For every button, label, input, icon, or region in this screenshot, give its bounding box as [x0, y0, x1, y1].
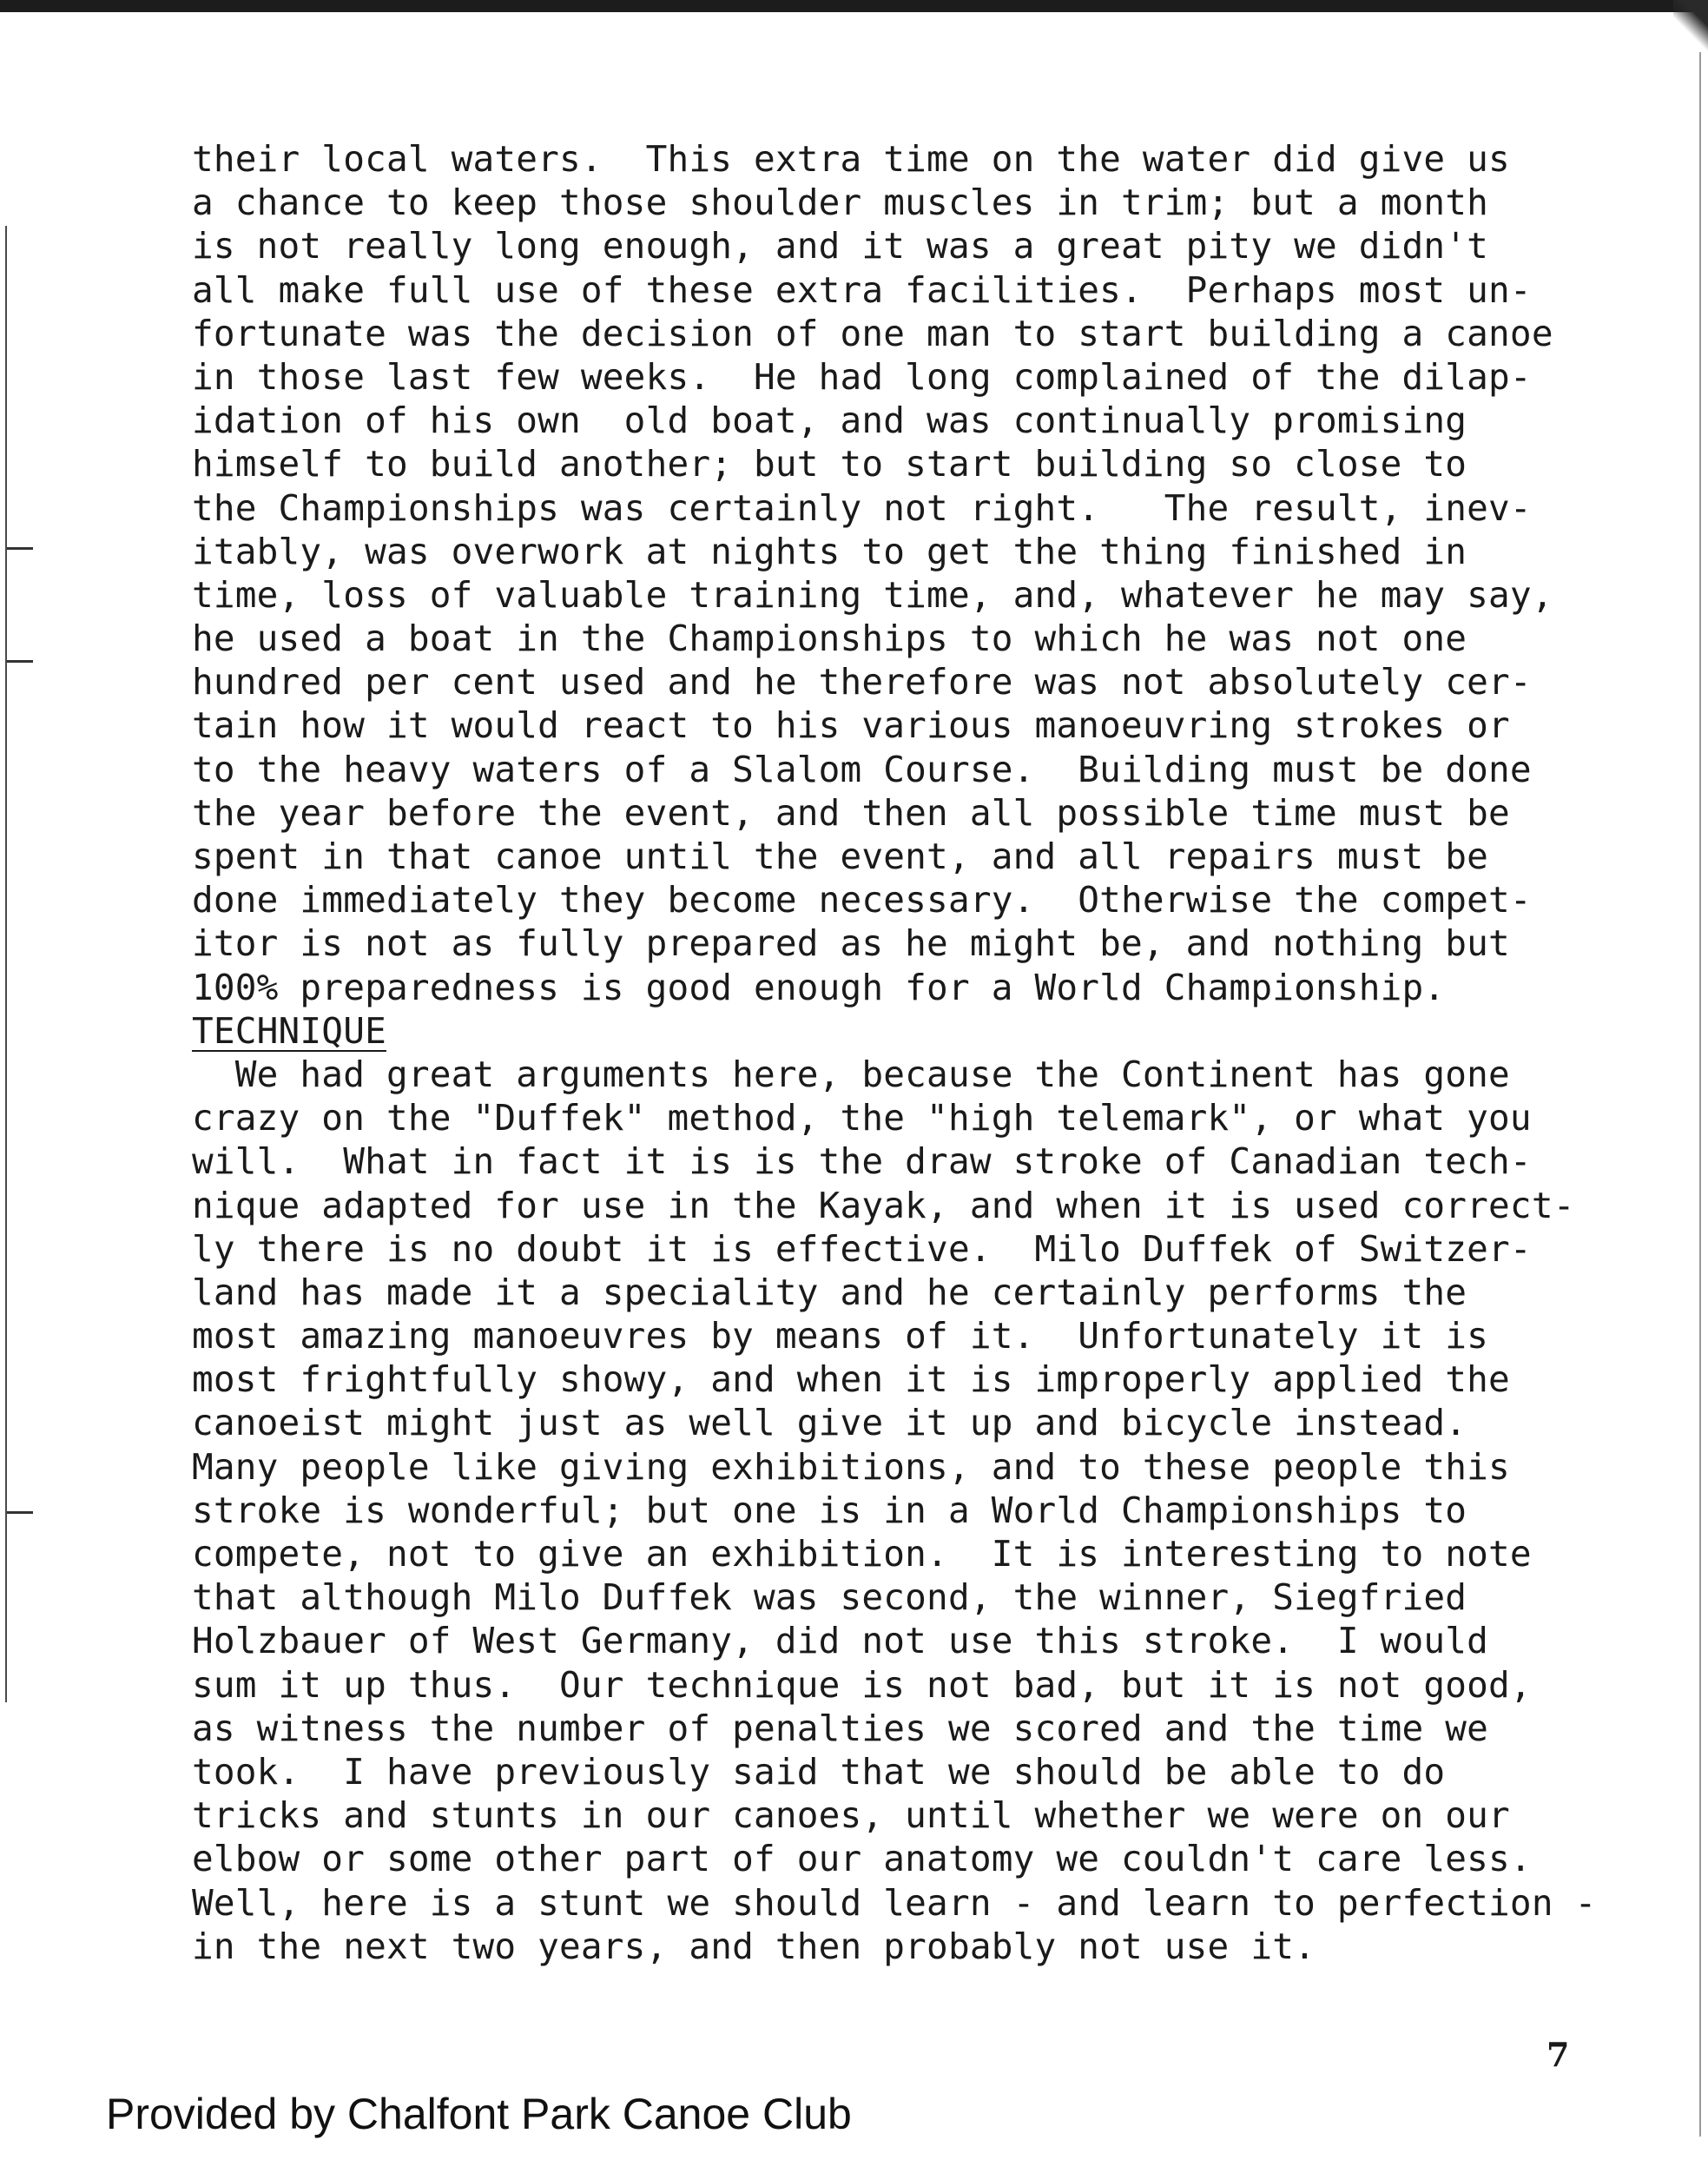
- text-line: is not really long enough, and it was a great pity we didn't: [192, 225, 1489, 268]
- text-line: land has made it a speciality and he certainly performs the: [192, 1271, 1467, 1313]
- text-line: We had great arguments here, because the Continent has gone: [192, 1053, 1510, 1095]
- text-line: their local waters. This extra time on the water did give us: [192, 138, 1510, 180]
- text-line: stroke is wonderful; but one is in a World Championships to: [192, 1489, 1467, 1531]
- text-line: itor is not as fully prepared as he might be, and nothing but: [192, 922, 1510, 965]
- text-line: nique adapted for use in the Kayak, and when it is used correct-: [192, 1184, 1575, 1226]
- paragraph-1: [192, 137, 1616, 1009]
- text-line: Well, here is a stunt we should learn - and learn to perfection -: [192, 1881, 1597, 1924]
- scan-right-edge: [1699, 52, 1701, 2137]
- text-line: compete, not to give an exhibition. It is interesting to note: [192, 1533, 1532, 1575]
- text-line: took. I have previously said that we should be able to do: [192, 1750, 1446, 1793]
- scan-top-edge: [0, 0, 1708, 12]
- paragraph-2: [192, 1053, 1616, 1968]
- text-line: canoeist might just as well give it up and bicycle instead.: [192, 1402, 1467, 1444]
- text-line: elbow or some other part of our anatomy we couldn't care less.: [192, 1838, 1532, 1880]
- text-line: hundred per cent used and he therefore was not absolutely cer-: [192, 661, 1532, 703]
- text-line: fortunate was the decision of one man to start building a canoe: [192, 312, 1553, 354]
- text-line: will. What in fact it is is the draw stroke of Canadian tech-: [192, 1140, 1532, 1183]
- provenance-footer: Provided by Chalfont Park Canoe Club: [106, 2090, 852, 2138]
- scan-corner-shadow: [1673, 0, 1708, 52]
- binding-mark: [7, 660, 33, 663]
- text-line: 100% preparedness is good enough for a World Championship.: [192, 966, 1446, 1008]
- scan-left-binding: [5, 226, 10, 1702]
- text-line: most amazing manoeuvres by means of it. Unfortunately it is: [192, 1315, 1489, 1357]
- text-line: that although Milo Duffek was second, the winner, Siegfried: [192, 1576, 1467, 1619]
- text-line: itably, was overwork at nights to get the thing finished in: [192, 530, 1467, 572]
- text-line: a chance to keep those shoulder muscles in trim; but a month: [192, 182, 1489, 224]
- text-line: in those last few weeks. He had long complained of the dilap-: [192, 355, 1532, 398]
- text-line: tricks and stunts in our canoes, until whether we were on our: [192, 1794, 1510, 1837]
- text-line: all make full use of these extra facilities. Perhaps most un-: [192, 268, 1532, 311]
- text-line: done immediately they become necessary. Otherwise the compet-: [192, 879, 1532, 921]
- text-line: most frightfully showy, and when it is improperly applied the: [192, 1358, 1510, 1401]
- binding-mark: [7, 547, 33, 550]
- text-line: he used a boat in the Championships to which he was not one: [192, 618, 1467, 660]
- page-number: 7: [1546, 2035, 1570, 2074]
- section-heading-technique: TECHNIQUE: [192, 1009, 386, 1052]
- text-line: Holzbauer of West Germany, did not use this stroke. I would: [192, 1620, 1489, 1662]
- text-line: crazy on the "Duffek" method, the "high telemark", or what you: [192, 1097, 1532, 1139]
- text-line: himself to build another; but to start building so close to: [192, 443, 1467, 486]
- text-line: the Championships was certainly not right. The result, inev-: [192, 486, 1532, 529]
- text-line: to the heavy waters of a Slalom Course. Building must be done: [192, 748, 1532, 790]
- text-line: as witness the number of penalties we scored and the time we: [192, 1707, 1489, 1749]
- text-line: ly there is no doubt it is effective. Milo Duffek of Switzer-: [192, 1227, 1532, 1270]
- text-line: in the next two years, and then probably not use it.: [192, 1925, 1316, 1967]
- text-line: Many people like giving exhibitions, and to these people this: [192, 1445, 1510, 1488]
- text-line: spent in that canoe until the event, and all repairs must be: [192, 836, 1489, 877]
- text-line: idation of his own old boat, and was continually promising: [192, 400, 1467, 442]
- text-line: the year before the event, and then all possible time must be: [192, 791, 1510, 834]
- text-line: sum it up thus. Our technique is not bad, but it is not good,: [192, 1663, 1532, 1706]
- binding-mark: [7, 1511, 33, 1514]
- text-line: tain how it would react to his various manoeuvring strokes or: [192, 704, 1510, 747]
- typed-page-body: [192, 137, 1616, 1968]
- text-line: time, loss of valuable training time, and, whatever he may say,: [192, 573, 1553, 616]
